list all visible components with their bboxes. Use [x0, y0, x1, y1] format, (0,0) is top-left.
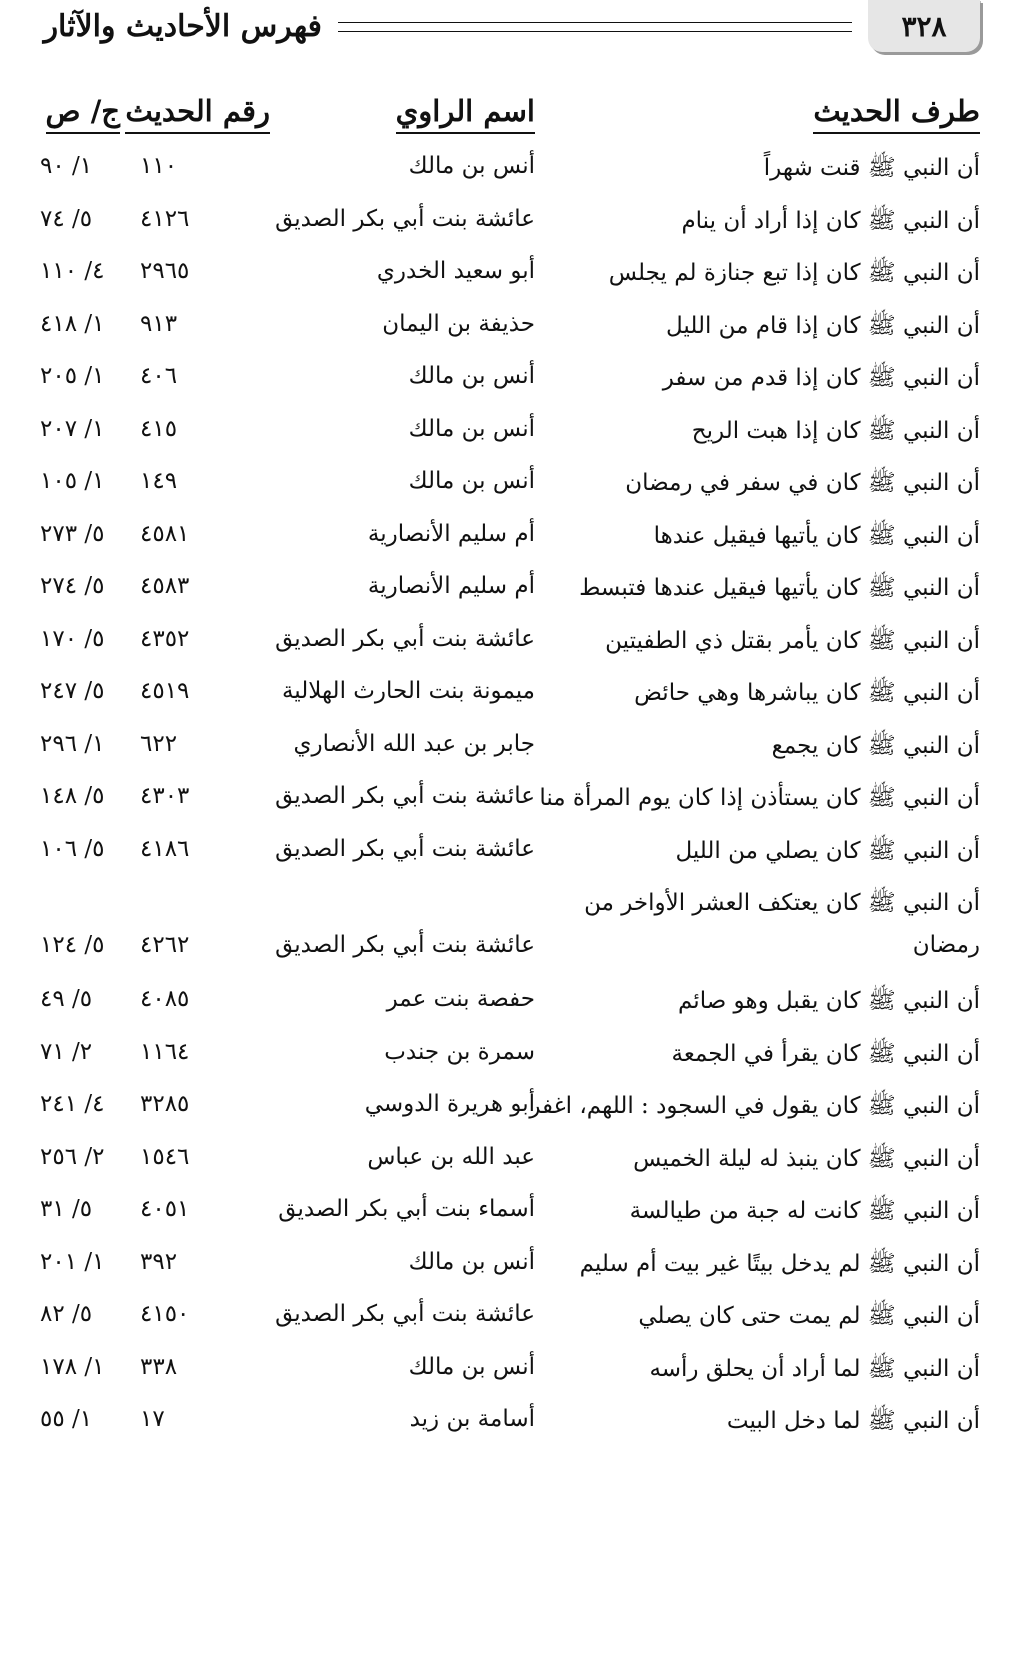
narrator-name: أنس بن مالك	[408, 363, 535, 389]
table-row	[0, 206, 1010, 259]
table-row	[0, 678, 1010, 731]
hadith-incipit: أن النبي ﷺ كانت له جبة من طيالسة	[629, 1198, 980, 1224]
narrator-name: سمرة بن جندب	[384, 1038, 535, 1065]
narrator-name: عائشة بنت أبي بكر الصديق	[275, 835, 535, 862]
volume-page-ref: ٢/ ٢٥٦	[40, 1143, 105, 1170]
header-rule-top	[338, 22, 852, 23]
running-title: فهرس الأحاديث والآثار	[43, 8, 322, 44]
narrator-name: أبو هريرة الدوسي	[364, 1091, 535, 1117]
volume-page-ref: ١/ ١٧٨	[40, 1353, 105, 1380]
hadith-number: ١٥٤٦	[140, 1143, 190, 1170]
volume-page-ref: ٥/ ١٢٤	[40, 932, 105, 958]
hadith-incipit: أن النبي ﷺ لما أراد أن يحلق رأسه	[649, 1355, 980, 1382]
hadith-incipit: أن النبي ﷺ كان إذا تبع جنازة لم يجلس	[608, 260, 980, 286]
volume-page-ref: ٥/ ٢٤٧	[40, 678, 105, 704]
table-row	[0, 1354, 1010, 1407]
hadith-number: ٩١٣	[140, 310, 178, 337]
hadith-incipit: أن النبي ﷺ كان إذا قدم من سفر	[662, 365, 980, 391]
volume-page-ref: ٥/ ١٤٨	[40, 783, 105, 809]
narrator-name: عائشة بنت أبي بكر الصديق	[275, 932, 535, 958]
hadith-number: ٤١٨٦	[140, 835, 190, 862]
narrator-name: عائشة بنت أبي بكر الصديق	[275, 205, 535, 232]
volume-page-ref: ٤/ ٢٤١	[40, 1091, 105, 1117]
hadith-incipit: أن النبي ﷺ كان في سفر في رمضان	[625, 470, 980, 496]
page-number-text: ٣٢٨	[901, 9, 947, 43]
volume-page-ref: ٥/ ١٠٦	[40, 835, 105, 862]
hadith-number: ٤٥٨١	[140, 520, 190, 547]
volume-page-ref: ٥/ ٢٧٣	[40, 520, 105, 547]
hadith-number: ٤١٥٠	[140, 1301, 190, 1327]
table-row	[0, 258, 1010, 311]
table-row	[0, 986, 1010, 1039]
hadith-number: ٤٠٦	[140, 363, 178, 389]
hadith-number: ١٧	[140, 1406, 165, 1432]
narrator-name: أنس بن مالك	[408, 468, 535, 494]
volume-page-ref: ٢/ ٧١	[40, 1038, 93, 1065]
table-row	[0, 468, 1010, 521]
volume-page-ref: ١/ ٥٥	[40, 1406, 93, 1432]
table-row	[0, 521, 1010, 574]
hadith-number: ٤٢٦٢	[140, 932, 190, 958]
table-row	[0, 1091, 1010, 1144]
table-row	[0, 731, 1010, 784]
hadith-incipit: أن النبي ﷺ كان إذا أراد أن ينام	[681, 207, 980, 234]
volume-page-ref: ١/ ٩٠	[40, 153, 93, 179]
narrator-name: أسامة بن زيد	[409, 1406, 535, 1432]
narrator-name: أسماء بنت أبي بكر الصديق	[278, 1196, 535, 1222]
narrator-name: أم سليم الأنصارية	[367, 573, 535, 599]
hadith-incipit: أن النبي ﷺ لما دخل البيت	[726, 1408, 980, 1434]
hadith-incipit: أن النبي ﷺ كان يعتكف العشر الأواخر من	[584, 890, 980, 916]
hadith-number: ٤١٥	[140, 415, 178, 442]
hadith-number: ٣٣٨	[140, 1353, 178, 1380]
volume-page-ref: ١/ ٢٠٧	[40, 415, 105, 442]
hadith-incipit-continuation: رمضان	[912, 932, 980, 958]
volume-page-ref: ٥/ ٧٤	[40, 205, 93, 232]
table-row	[0, 153, 1010, 206]
hadith-number: ١٤٩	[140, 468, 178, 494]
volume-page-ref: ٥/ ٣١	[40, 1196, 93, 1222]
volume-page-ref: ٥/ ٨٢	[40, 1301, 93, 1327]
hadith-incipit: أن النبي ﷺ كان يباشرها وهي حائض	[634, 680, 980, 706]
narrator-name: حفصة بنت عمر	[386, 986, 535, 1012]
hadith-number: ٦٢٢	[140, 730, 178, 757]
hadith-incipit: أن النبي ﷺ كان يستأذن إذا كان يوم المرأة منا	[539, 785, 980, 811]
narrator-name: ميمونة بنت الحارث الهلالية	[281, 678, 535, 704]
hadith-incipit: أن النبي ﷺ قنت شهراً	[763, 155, 980, 181]
hadith-incipit: أن النبي ﷺ كان يصلي من الليل	[675, 837, 980, 864]
hadith-number: ٣٩٢	[140, 1248, 178, 1275]
table-row	[0, 1039, 1010, 1092]
page-number	[868, 0, 980, 52]
hadith-incipit: أن النبي ﷺ كان يأتيها فيقيل عندها	[653, 522, 980, 549]
table-row	[0, 1144, 1010, 1197]
volume-page-ref: ٥/ ٢٧٤	[40, 573, 105, 599]
volume-page-ref: ٥/ ١٧٠	[40, 625, 105, 652]
hadith-number: ٤٠٨٥	[140, 986, 190, 1012]
column-header-raqm: رقم الحديث	[125, 88, 270, 140]
hadith-incipit: أن النبي ﷺ كان يأتيها فيقيل عندها فتبسط	[579, 575, 980, 601]
volume-page-ref: ٥/ ٤٩	[40, 986, 93, 1012]
volume-page-ref: ١/ ٤١٨	[40, 310, 105, 337]
table-row	[0, 783, 1010, 836]
hadith-number: ٤٥١٩	[140, 678, 190, 704]
narrator-name: عائشة بنت أبي بكر الصديق	[275, 783, 535, 809]
narrator-name: حذيفة بن اليمان	[382, 310, 535, 337]
volume-page-ref: ١/ ٢٩٦	[40, 730, 105, 757]
hadith-number: ٤٣٠٣	[140, 783, 190, 809]
hadith-number: ٤١٢٦	[140, 205, 190, 232]
table-row	[0, 311, 1010, 364]
hadith-number: ٤٠٥١	[140, 1196, 190, 1222]
narrator-name: عبد الله بن عباس	[367, 1143, 535, 1170]
table-row	[0, 363, 1010, 416]
table-row	[0, 626, 1010, 679]
hadith-incipit: أن النبي ﷺ كان ينبذ له ليلة الخميس	[633, 1145, 980, 1172]
table-row	[0, 416, 1010, 469]
narrator-name: أبو سعيد الخدري	[376, 258, 535, 284]
hadith-number: ٣٢٨٥	[140, 1091, 190, 1117]
narrator-name: جابر بن عبد الله الأنصاري	[293, 730, 535, 757]
narrator-name: أنس بن مالك	[408, 1248, 535, 1275]
column-header-volume-page: ج/ ص	[46, 88, 120, 140]
column-header-rawi: اسم الراوي	[396, 88, 535, 140]
table-row	[0, 1301, 1010, 1354]
hadith-incipit: أن النبي ﷺ كان يقرأ في الجمعة	[671, 1040, 980, 1067]
table-row	[0, 1196, 1010, 1249]
table-row	[0, 573, 1010, 626]
volume-page-ref: ١/ ٢٠٥	[40, 363, 105, 389]
hadith-incipit: أن النبي ﷺ كان إذا هبت الريح	[691, 417, 980, 444]
hadith-number: ١١٦٤	[140, 1038, 190, 1065]
table-row	[0, 836, 1010, 889]
hadith-incipit: أن النبي ﷺ كان يقبل وهو صائم	[678, 988, 980, 1014]
narrator-name: أنس بن مالك	[408, 415, 535, 442]
column-header-tarf: طرف الحديث	[813, 88, 980, 140]
hadith-number: ٤٣٥٢	[140, 625, 190, 652]
volume-page-ref: ١/ ١٠٥	[40, 468, 105, 494]
volume-page-ref: ١/ ٢٠١	[40, 1248, 105, 1275]
header-rule-bottom	[338, 31, 852, 32]
hadith-incipit: أن النبي ﷺ لم يمت حتى كان يصلي	[638, 1303, 980, 1329]
narrator-name: أنس بن مالك	[408, 153, 535, 179]
hadith-incipit: أن النبي ﷺ كان إذا قام من الليل	[665, 312, 980, 339]
narrator-name: أنس بن مالك	[408, 1353, 535, 1380]
hadith-incipit: أن النبي ﷺ كان يجمع	[771, 732, 980, 759]
table-row	[0, 888, 1010, 986]
hadith-number: ٤٥٨٣	[140, 573, 190, 599]
hadith-number: ٢٩٦٥	[140, 258, 190, 284]
table-row	[0, 1406, 1010, 1459]
hadith-number: ١١٠	[140, 153, 178, 179]
hadith-incipit: أن النبي ﷺ كان يقول في السجود : اللهم، اغفر	[529, 1093, 980, 1119]
narrator-name: أم سليم الأنصارية	[367, 520, 535, 547]
narrator-name: عائشة بنت أبي بكر الصديق	[275, 1301, 535, 1327]
hadith-incipit: أن النبي ﷺ لم يدخل بيتًا غير بيت أم سليم	[579, 1250, 980, 1277]
narrator-name: عائشة بنت أبي بكر الصديق	[275, 625, 535, 652]
volume-page-ref: ٤/ ١١٠	[40, 258, 105, 284]
table-row	[0, 1249, 1010, 1302]
hadith-incipit: أن النبي ﷺ كان يأمر بقتل ذي الطفيتين	[605, 627, 980, 654]
